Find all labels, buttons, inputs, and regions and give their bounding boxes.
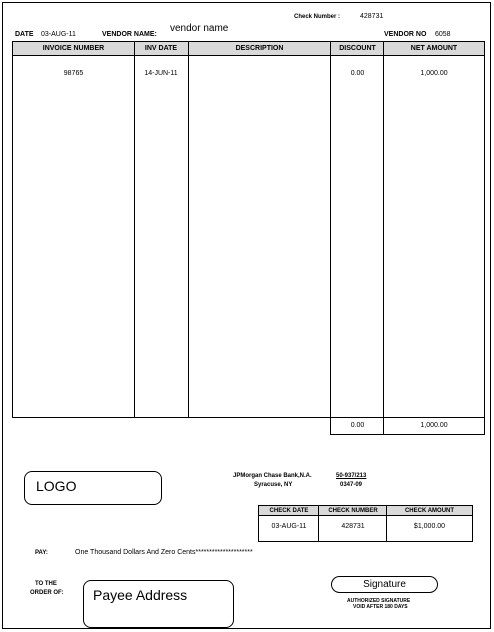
bank-city: Syracuse, NY — [254, 482, 293, 488]
col-discount: DISCOUNT — [339, 45, 376, 52]
logo-box: LOGO — [24, 471, 162, 505]
check-info-header — [259, 506, 472, 516]
vendor-name-value: vendor name — [170, 23, 229, 34]
col-check-number: CHECK NUMBER — [328, 508, 378, 514]
routing-fraction: 50-937/213 — [336, 473, 367, 479]
col-invoice-number: INVOICE NUMBER — [42, 45, 105, 52]
pay-label: PAY: — [35, 550, 48, 556]
inv-date-cell: 14-JUN-11 — [144, 70, 178, 77]
col-description: DESCRIPTION — [235, 45, 284, 52]
invoice-number-cell: 98765 — [63, 70, 84, 77]
check-number-value: 428731 — [360, 13, 384, 20]
check-stub-page — [2, 2, 491, 629]
vendor-no-value: 6058 — [435, 31, 451, 38]
check-number-label: Check Number : — [294, 14, 341, 20]
discount-cell: 0.00 — [350, 70, 365, 77]
amount-in-words: One Thousand Dollars And Zero Cents********************* — [75, 549, 253, 556]
check-date-value: 03-AUG-11 — [271, 523, 307, 530]
discount-total: 0.00 — [350, 422, 365, 429]
col-net-amount: NET AMOUNT — [410, 45, 458, 52]
col-check-date: CHECK DATE — [269, 508, 309, 514]
date-value: 03-AUG-11 — [41, 31, 76, 38]
routing-sub: 0347-09 — [340, 482, 363, 488]
column-divider — [134, 42, 135, 417]
net-amount-cell: 1,000.00 — [420, 70, 448, 77]
col-inv-date: INV DATE — [144, 45, 178, 52]
authorized-signature-label: AUTHORIZED SIGNATURE — [347, 598, 411, 604]
order-of-label: ORDER OF: — [30, 590, 64, 596]
column-divider — [383, 42, 384, 417]
totals-row — [330, 418, 485, 435]
date-label: DATE — [15, 31, 34, 38]
bank-name: JPMorgan Chase Bank,N.A. — [233, 473, 312, 479]
invoice-table — [12, 41, 485, 418]
column-divider — [330, 42, 331, 417]
invoice-table-header — [13, 42, 484, 56]
check-amount-value: $1,000.00 — [413, 523, 446, 530]
vendor-name-label: VENDOR NAME: — [102, 31, 157, 38]
column-divider — [188, 42, 189, 417]
void-notice: VOID AFTER 180 DAYS — [353, 604, 408, 610]
vendor-no-label: VENDOR NO — [384, 31, 427, 38]
payee-address-box: Payee Address — [83, 580, 234, 628]
to-the-label: TO THE — [35, 581, 57, 587]
net-amount-total: 1,000.00 — [420, 422, 448, 429]
col-check-amount: CHECK AMOUNT — [404, 508, 455, 514]
check-info-table — [258, 505, 473, 542]
signature-box: Signature — [331, 576, 438, 593]
check-number-cell: 428731 — [341, 523, 365, 530]
